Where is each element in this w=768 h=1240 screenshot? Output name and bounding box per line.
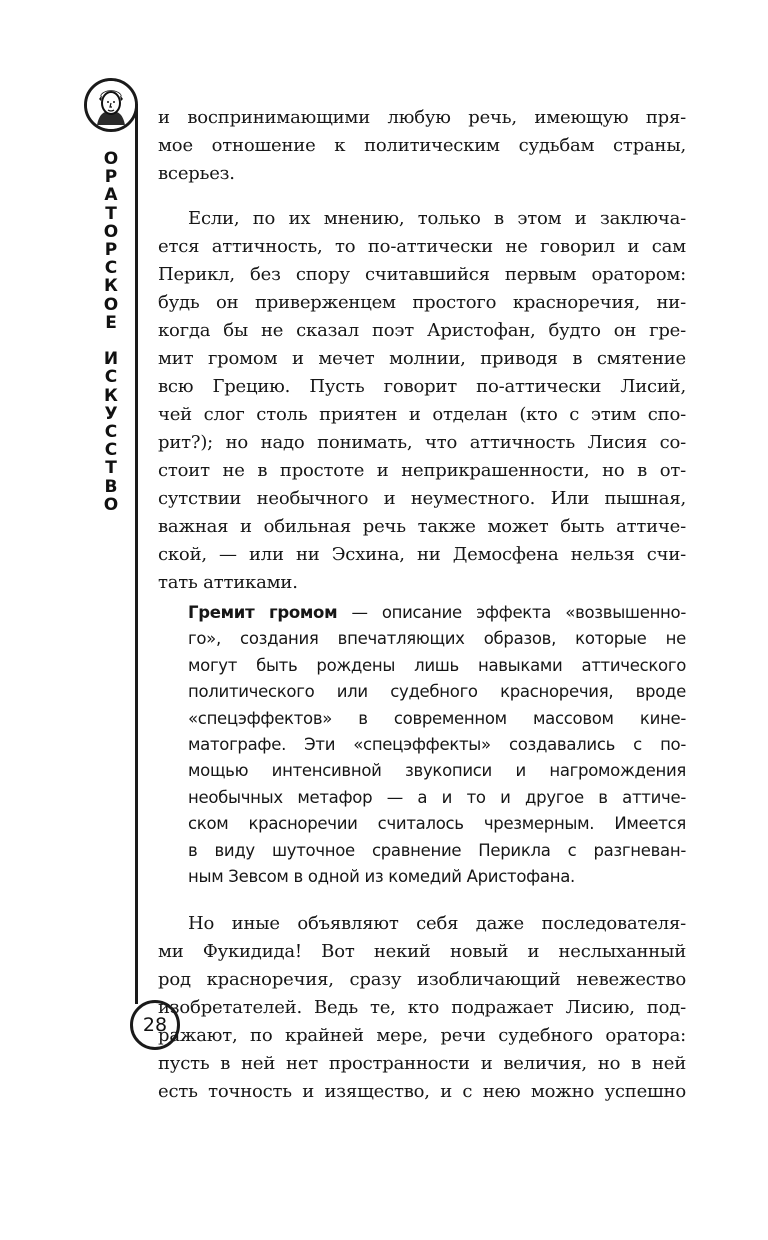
- side-title-letter: К: [104, 385, 118, 406]
- text-line: будь он приверженцем простого красноречия, ни-: [158, 292, 686, 313]
- note-line: мощью интенсивной звукописи и нагромождения: [188, 761, 686, 781]
- text-line: род красноречия, сразу изобличающий невежество: [158, 969, 686, 990]
- note-line: [188, 600, 686, 626]
- text-line: Перикл, без спору считавшийся первым оратором:: [158, 264, 686, 285]
- note-line: матографе. Эти «спецэффекты» создавались с по-: [188, 734, 686, 754]
- text-line: ражают, по крайней мере, речи судебного оратора:: [158, 1025, 686, 1046]
- side-title-letter: Т: [105, 458, 117, 479]
- note-line: го», создания впечатляющих образов, которые не: [188, 629, 686, 649]
- side-title-letter: О: [103, 221, 119, 242]
- text-line: важная и обильная речь также может быть аттиче-: [158, 516, 686, 537]
- text-line: Если, по их мнению, только в этом и заключа-: [188, 208, 686, 229]
- text-line: есть точность и изящество, и с нею можно успешно: [158, 1081, 686, 1102]
- note-first-line: — описание эффекта «возвышенно-: [337, 603, 686, 622]
- text-line: мит громом и мечет молнии, приводя в смятение: [158, 348, 686, 369]
- text-line: ской, — или ни Эсхина, ни Демосфена нельзя счи-: [158, 544, 686, 565]
- paragraph-1: [158, 104, 686, 188]
- paragraph-3: [158, 910, 686, 1106]
- side-title-letter: Т: [105, 203, 117, 224]
- text-line: ми Фукидида! Вот некий новый и неслыханный: [158, 941, 686, 962]
- text-line: пусть в ней нет пространности и величия, но в ней: [158, 1053, 686, 1074]
- side-title-letter: Е: [105, 312, 117, 333]
- text-line: рит?); но надо понимать, что аттичность Лисия со-: [158, 432, 686, 453]
- note-line: необычных метафор — а и то и другое в аттиче-: [188, 787, 686, 807]
- note-term: Гремит громом: [188, 603, 338, 622]
- text-line: тать аттиками.: [158, 572, 298, 593]
- note-line: «спецэффектов» в современном массовом кине-: [188, 708, 686, 728]
- side-title-letter: С: [104, 258, 118, 279]
- commentary-note: [188, 600, 686, 890]
- orator-portrait-icon: [84, 78, 138, 132]
- text-line: всерьез.: [158, 163, 235, 184]
- text-line: и воспринимающими любую речь, имеющую пря-: [158, 107, 686, 128]
- note-line: политического или судебного красноречия, вроде: [188, 682, 686, 702]
- text-line: изобретателей. Ведь те, кто подражает Лисию, под-: [158, 997, 686, 1018]
- text-line: стоит не в простоте и неприкрашенности, но в от-: [158, 460, 686, 481]
- side-title-letter: О: [103, 294, 119, 315]
- side-title-letter: Р: [104, 240, 118, 261]
- note-line: ском красноречии считалось чрезмерным. Имеется: [188, 814, 686, 834]
- side-title-letter: С: [104, 422, 118, 443]
- text-line: Но иные объявляют себя даже последователя-: [188, 913, 686, 934]
- sidebar-rule: [135, 104, 138, 1004]
- running-section-title: [98, 150, 124, 514]
- text-line: всю Грецию. Пусть говорит по-аттически Лисий,: [158, 376, 686, 397]
- note-line: ным Зевсом в одной из комедий Аристофана.: [188, 866, 575, 886]
- side-title-letter: В: [104, 476, 118, 497]
- side-title-letter: О: [103, 149, 119, 169]
- text-line: сутствии необычного и неуместного. Или пышная,: [158, 488, 686, 509]
- page-number: 28: [130, 1000, 180, 1050]
- side-title-letter: Р: [104, 167, 118, 188]
- side-title-letter: С: [104, 367, 118, 388]
- text-line: мое отношение к политическим судьбам страны,: [158, 135, 686, 156]
- side-title-letter: А: [104, 185, 118, 206]
- text-line: ется аттичность, то по-аттически не говорил и сам: [158, 236, 686, 257]
- side-title-letter: [98, 332, 124, 350]
- text-line: когда бы не сказал поэт Аристофан, будто он гре-: [158, 320, 686, 341]
- note-line: могут быть рождены лишь навыками аттического: [188, 655, 686, 675]
- side-title-letter: С: [104, 440, 118, 461]
- note-line: в виду шуточное сравнение Перикла с разгневан-: [188, 840, 686, 860]
- side-title-letter: К: [104, 276, 118, 297]
- text-line: чей слог столь приятен и отделан (кто с этим спо-: [158, 404, 686, 425]
- paragraph-2: [158, 205, 686, 597]
- side-title-letter: И: [103, 349, 119, 370]
- side-title-letter: У: [104, 403, 118, 424]
- side-title-letter: О: [103, 494, 119, 515]
